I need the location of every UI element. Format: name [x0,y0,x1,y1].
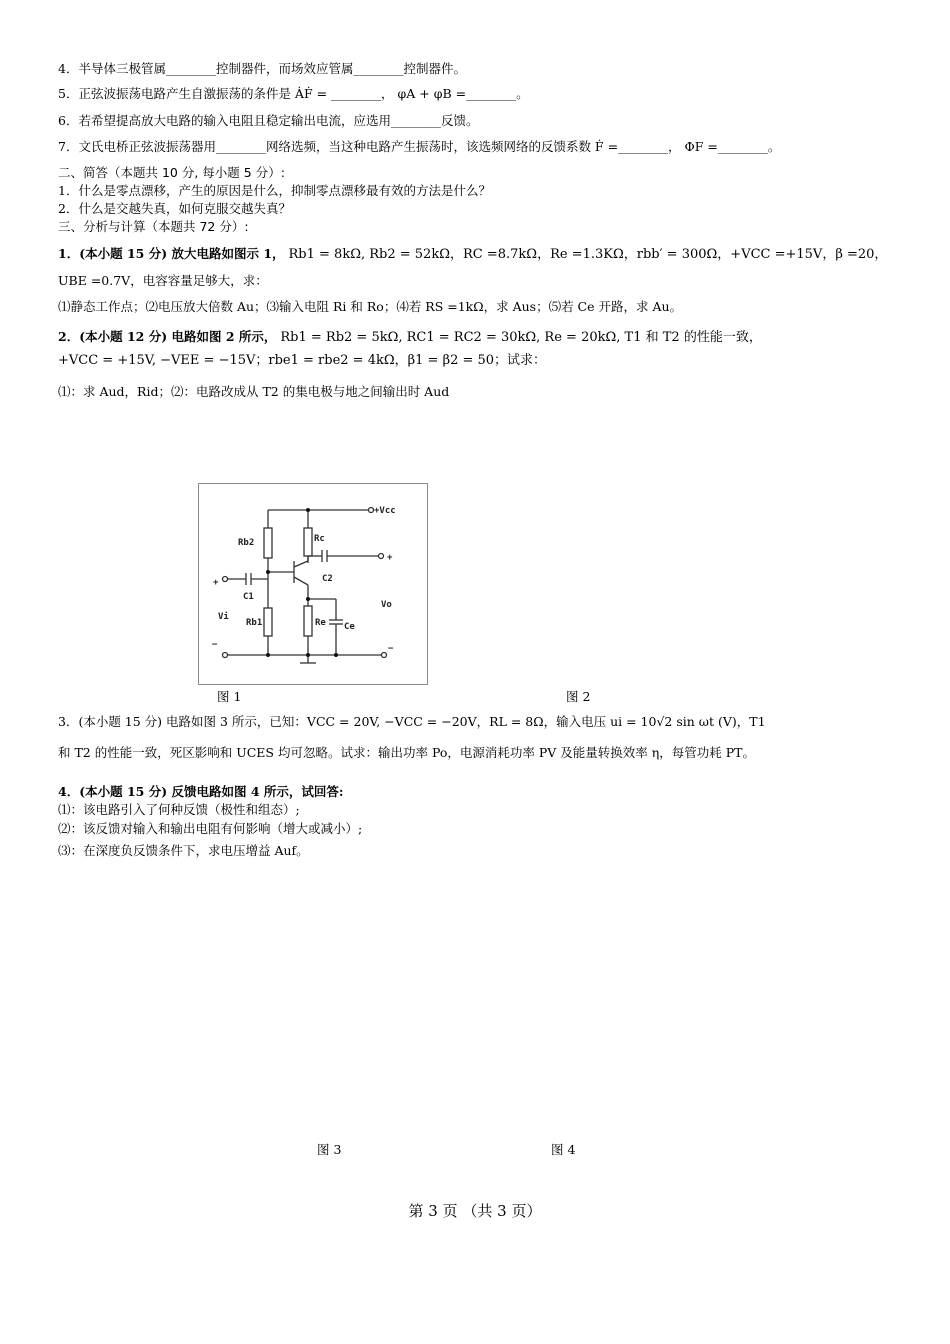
re-label: Re [315,618,326,628]
section-2-title: 二、简答（本题共 10 分, 每小题 5 分）: [58,165,285,180]
figure-1-caption: 图 1 [217,689,242,704]
vcc-label: +Vcc [374,506,396,516]
q4-item-1: ⑴：该电路引入了何种反馈（极性和组态）; [58,802,300,817]
minus-out-label: − [388,644,394,654]
question-6: 6．若希望提高放大电路的输入电阻且稳定输出电流，应选用________反馈。 [58,113,479,128]
question-4: 4．半导体三极管属________控制器件，而场效应管属________控制器件。 [58,61,466,76]
q2-lead: 2．(本小题 12 分) 电路如图 2 所示， [58,329,277,344]
q4-item-3: ⑶：在深度负反馈条件下，求电压增益 Auf。 [58,843,309,858]
rb2-label: Rb2 [238,538,255,548]
figure-1-circuit [198,483,428,685]
q2-second-line: +VCC = +15V, −VEE = −15V；rbe1 = rbe2 = 4kΩ，β1 = β2 = 50；试求： [58,353,547,368]
q2-params: Rb1 = Rb2 = 5kΩ, RC1 = RC2 = 30kΩ, Re = 20kΩ, T1 和 T2 的性能一致， [280,330,762,345]
q3-second-line: 和 T2 的性能一致，死区影响和 UCES 均可忽略。试求：输出功率 Po，电源消耗功率 PV 及能量转换效率 η，每管功耗 PT。 [58,745,755,760]
q1-params: Rb1 = 8kΩ, Rb2 = 52kΩ，RC =8.7kΩ，Re =1.3KΩ，rbb′ = 300Ω，+VCC =+15V，β =20， [288,247,888,262]
vi-label: Vi [218,612,229,622]
q3-first-line: 3．(本小题 15 分) 电路如图 3 所示，已知：VCC = 20V, −VCC = −20V，RL = 8Ω，输入电压 ui = 10√2 sin ωt (V)，T1 [58,714,766,729]
page-footer: 第 3 页 （共 3 页） [408,1202,542,1220]
section-2-item-1: 1．什么是零点漂移，产生的原因是什么，抑制零点漂移最有效的方法是什么？ [58,183,491,198]
section-3-title: 三、分析与计算（本题共 72 分）: [58,219,249,234]
q4-item-2: ⑵：该反馈对输入和输出电阻有何影响（增大或减小）; [58,821,363,836]
ce-label: Ce [344,622,355,632]
q2-first-line [58,326,762,345]
question-5: 5．正弦波振荡电路产生自激振荡的条件是 ȦḞ = ________， φA + φB =________。 [58,86,529,101]
q1-tasks: ⑴静态工作点；⑵电压放大倍数 Au；⑶输入电阻 Ri 和 Ro；⑷若 RS =1kΩ，求 Aus；⑸若 Ce 开路，求 Au。 [58,299,683,314]
rb1-label: Rb1 [246,618,263,628]
q4-lead: 4．(本小题 15 分) 反馈电路如图 4 所示，试回答: [58,784,344,799]
c2-label: C2 [322,574,333,584]
q1-second-line: UBE =0.7V，电容容量足够大，求： [58,273,268,288]
vo-label: Vo [381,600,392,610]
q1-lead: 1．(本小题 15 分) 放大电路如图示 1， [58,246,285,261]
plus-out-label: + [387,553,393,563]
figure-2-caption: 图 2 [566,689,591,704]
figure-3-caption: 图 3 [317,1142,342,1157]
question-7: 7．文氏电桥正弦波振荡器用________网络选频，当这种电路产生振荡时，该选频网络的反馈系数 Ḟ =________， ΦF =________。 [58,139,781,154]
q2-tasks: ⑴：求 Aud，Rid；⑵：电路改成从 T2 的集电极与地之间输出时 Aud [58,384,450,399]
c1-label: C1 [243,592,254,602]
q1-first-line [58,243,887,262]
rc-label: Rc [314,534,325,544]
minus-in-label: − [212,640,218,650]
section-2-item-2: 2．什么是交越失真，如何克服交越失真？ [58,201,291,216]
figure-4-caption: 图 4 [551,1142,576,1157]
plus-in-label: + [213,578,219,588]
